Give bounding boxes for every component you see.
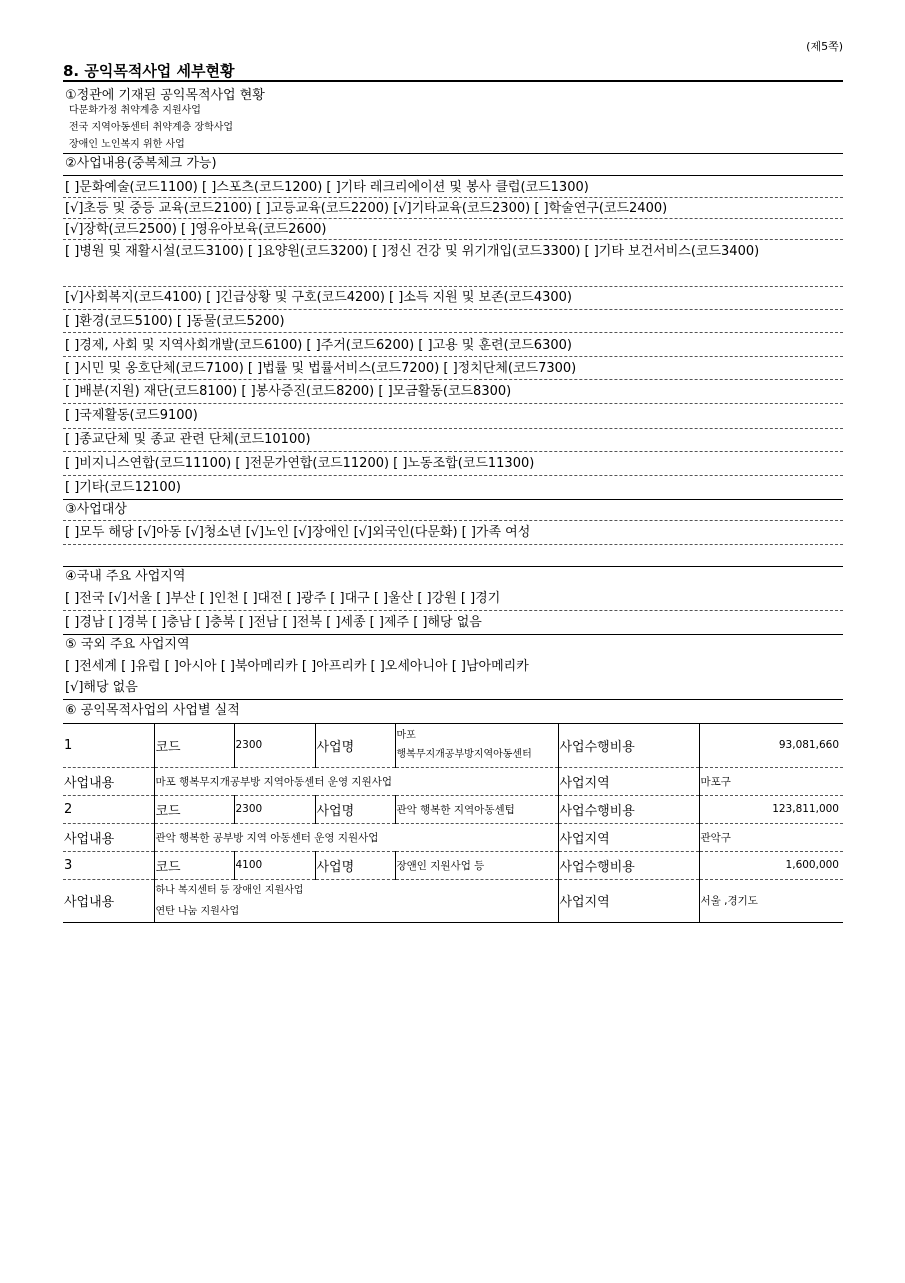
table-row: [63, 724, 843, 767]
sec5-line: [√]해당 없음: [65, 680, 138, 695]
divider: [63, 566, 843, 567]
sec2-heading: ②사업내용(중복체크 가능): [65, 156, 217, 171]
sec2-line: [ ]종교단체 및 종교 관련 단체(코드10100): [65, 432, 311, 447]
name-value: 관악 행복한 지역아동센텁: [395, 795, 558, 823]
sec2-line: [√]장학(코드2500) [ ]영유아보육(코드2600): [65, 222, 327, 237]
divider: [63, 451, 843, 452]
sec2-line: [ ]기타(코드12100): [65, 480, 182, 495]
sec6-heading: ⑥ 공익목적사업의 사업별 실적: [65, 703, 240, 718]
cost-value: 123,811,000: [699, 795, 843, 823]
sec1-item: 다문화가정 취약계층 지원사업: [69, 105, 201, 116]
name-value: [395, 724, 558, 767]
page-number: (제5쪽): [806, 40, 843, 53]
sec2-line: [ ]시민 및 옹호단체(코드7100) [ ]법률 및 법률서비스(코드7200) [ ]정치단체(코드7300): [65, 361, 577, 376]
region-value: 마포구: [699, 767, 843, 795]
sec5-heading: ⑤ 국외 주요 사업지역: [65, 637, 190, 652]
code-value: 4100: [234, 851, 315, 879]
cost-value: 93,081,660: [699, 724, 843, 767]
divider: [63, 520, 843, 521]
sec2-line: [√]초등 및 중등 교육(코드2100) [ ]고등교육(코드2200) [√]기타교육(코드2300) [ ]학술연구(코드2400): [65, 201, 668, 216]
sec2-line: [√]사회복지(코드4100) [ ]긴급상황 및 구호(코드4200) [ ]소득 지원 및 보존(코드4300): [65, 290, 572, 305]
region-value: 관악구: [699, 823, 843, 851]
cost-label: 사업수행비용: [558, 724, 699, 767]
divider: [63, 356, 843, 357]
table-row: [63, 795, 843, 823]
code-label: 코드: [154, 851, 234, 879]
code-value: 2300: [234, 795, 315, 823]
code-value: 2300: [234, 724, 315, 767]
content-label: 사업내용: [63, 767, 154, 795]
sec2-line: [ ]병원 및 재활시설(코드3100) [ ]요양원(코드3200) [ ]정신 건강 및 위기개입(코드3300) [ ]기타 보건서비스(코드3400): [65, 244, 760, 259]
divider: [63, 499, 843, 500]
sec2-line: [ ]배분(지원) 재단(코드8100) [ ]봉사증진(코드8200) [ ]모금활동(코드8300): [65, 384, 512, 399]
divider: [63, 544, 843, 545]
name-line: 행복무지개공부방지역아동센터: [396, 749, 532, 761]
code-label: 코드: [154, 795, 234, 823]
table-row: [63, 823, 843, 851]
name-label: 사업명: [315, 851, 395, 879]
sec2-line: [ ]비지니스연합(코드11100) [ ]전문가연합(코드11200) [ ]노동조합(코드11300): [65, 456, 535, 471]
divider: [63, 309, 843, 310]
sec3-line: [ ]모두 해당 [√]아동 [√]청소년 [√]노인 [√]장애인 [√]외국인(다문화) [ ]가족 여성: [65, 525, 531, 540]
content-value: [154, 879, 558, 922]
cost-label: 사업수행비용: [558, 851, 699, 879]
section-title: 8. 공익목적사업 세부현황: [63, 62, 235, 80]
row-number: 3: [63, 851, 154, 879]
region-label: 사업지역: [558, 823, 699, 851]
divider: [63, 239, 843, 240]
table-row: [63, 767, 843, 795]
sec4-line: [ ]전국 [√]서울 [ ]부산 [ ]인천 [ ]대전 [ ]광주 [ ]대구 [ ]울산 [ ]강원 [ ]경기: [65, 591, 501, 606]
sec4-line: [ ]경남 [ ]경북 [ ]충남 [ ]충북 [ ]전남 [ ]전북 [ ]세종 [ ]제주 [ ]해당 없음: [65, 615, 482, 630]
divider: [63, 286, 843, 287]
divider: [63, 699, 843, 700]
sec4-heading: ④국내 주요 사업지역: [65, 569, 186, 584]
divider: [63, 610, 843, 611]
sec3-heading: ③사업대상: [65, 502, 127, 517]
divider: [63, 153, 843, 154]
sec2-line: [ ]환경(코드5100) [ ]동물(코드5200): [65, 314, 285, 329]
row-number: 1: [63, 724, 154, 767]
sec2-line: [ ]경제, 사회 및 지역사회개발(코드6100) [ ]주거(코드6200) [ ]고용 및 훈련(코드6300): [65, 338, 572, 353]
sec5-line: [ ]전세계 [ ]유럽 [ ]아시아 [ ]북아메리카 [ ]아프리카 [ ]오세아니아 [ ]남아메리카: [65, 659, 529, 674]
divider: [63, 175, 843, 176]
region-label: 사업지역: [558, 879, 699, 922]
content-label: 사업내용: [63, 823, 154, 851]
content-line: 하나 복지센터 등 장애인 지원사업: [155, 884, 304, 896]
content-line: 연탄 나눔 지원사업: [155, 905, 240, 917]
divider: [63, 634, 843, 635]
divider: [63, 332, 843, 333]
code-label: 코드: [154, 724, 234, 767]
sec1-heading: ①정관에 기재된 공익목적사업 현황: [65, 88, 265, 103]
table-row: [63, 879, 843, 922]
name-value: 장앤인 지원사업 등: [395, 851, 558, 879]
name-label: 사업명: [315, 795, 395, 823]
divider: [63, 197, 843, 198]
content-value: 마포 행복무지개공부방 지역아동센터 운영 지원사업: [154, 767, 558, 795]
name-line: 마포: [396, 730, 416, 742]
divider: [63, 428, 843, 429]
divider: [63, 80, 843, 82]
table-row: [63, 851, 843, 879]
cost-value: 1,600,000: [699, 851, 843, 879]
content-value: 관악 행복한 공부방 지역 아동센터 운영 지원사업: [154, 823, 558, 851]
cost-label: 사업수행비용: [558, 795, 699, 823]
sec2-line: [ ]문화예술(코드1100) [ ]스포츠(코드1200) [ ]기타 레크리에이션 및 봉사 클럽(코드1300): [65, 180, 589, 195]
row-number: 2: [63, 795, 154, 823]
region-value: 서울 ,경기도: [699, 879, 843, 922]
divider: [63, 403, 843, 404]
sec2-line: [ ]국제활동(코드9100): [65, 408, 198, 423]
region-label: 사업지역: [558, 767, 699, 795]
name-label: 사업명: [315, 724, 395, 767]
performance-table: [63, 724, 843, 923]
divider: [63, 475, 843, 476]
divider: [63, 379, 843, 380]
sec1-item: 전국 지역아동센터 취약계층 장학사업: [69, 122, 234, 133]
divider: [63, 218, 843, 219]
content-label: 사업내용: [63, 879, 154, 922]
sec1-item: 장애인 노인복지 위한 사업: [69, 139, 185, 150]
